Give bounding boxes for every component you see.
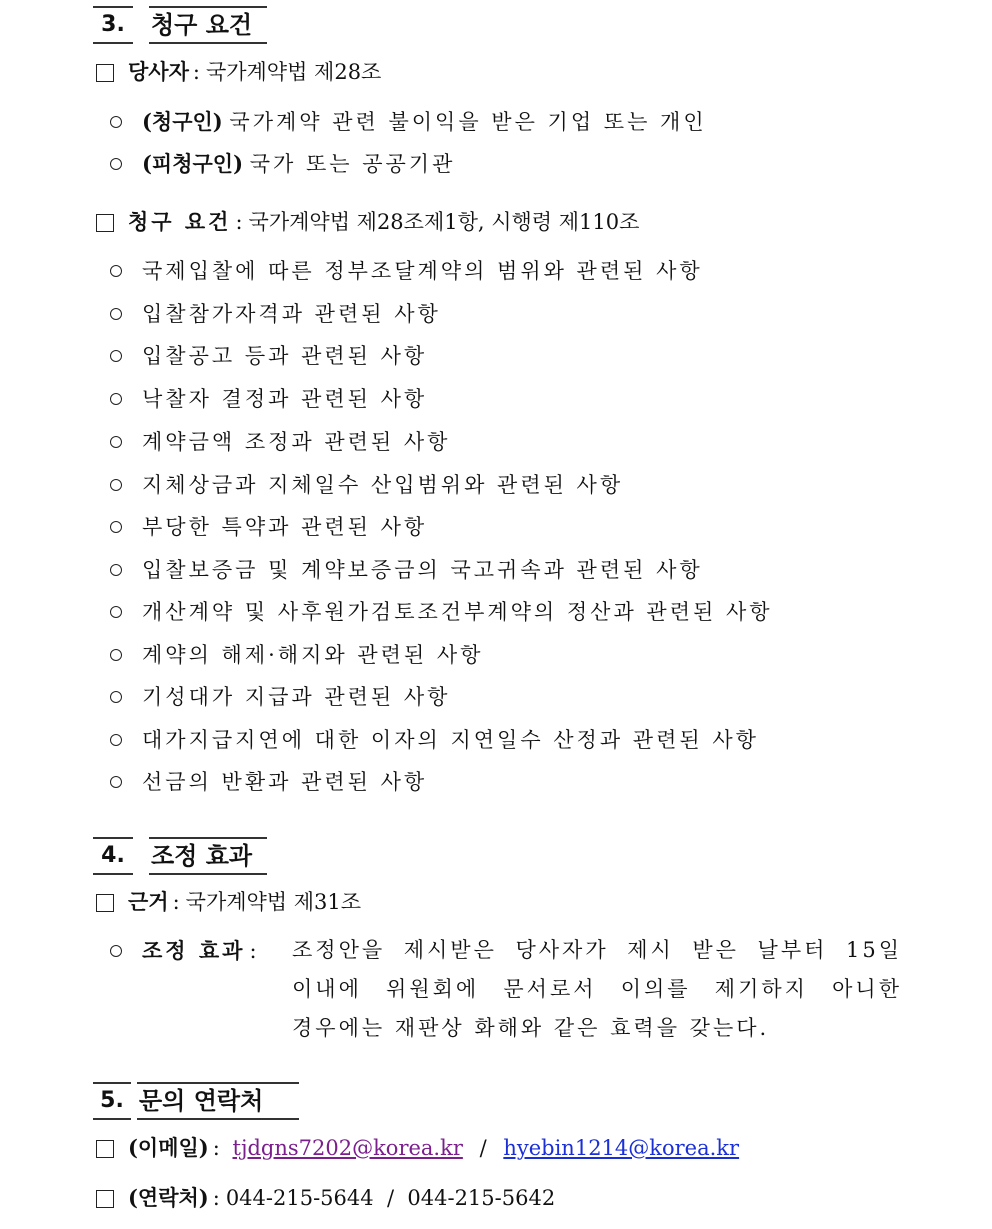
list-item: [110, 725, 759, 755]
item-text: 지체상금과 지체일수 산입범위와 관련된 사항: [142, 473, 624, 497]
section-number: 5.: [93, 1082, 131, 1120]
list-item: [110, 107, 707, 137]
basis-label: 근거: [128, 889, 169, 914]
email-row: [96, 1133, 739, 1163]
email-link-2[interactable]: hyebin1214@korea.kr: [503, 1136, 740, 1160]
requirement-label: 청구 요건: [128, 209, 232, 234]
item-text: 국가 또는 공공기관: [249, 152, 456, 176]
item-text: 입찰공고 등과 관련된 사항: [142, 344, 428, 368]
item-text: 선금의 반환과 관련된 사항: [142, 770, 428, 794]
colon: :: [212, 1186, 220, 1210]
circle-bullet-icon: [110, 265, 122, 277]
effect-item: [110, 936, 263, 966]
effect-line: 이내에 위원회에 문서로서 이의를 제기하지 아니한: [292, 977, 902, 1001]
list-item: [110, 427, 450, 457]
item-text: 개산계약 및 사후원가검토조건부계약의 정산과 관련된 사항: [142, 600, 773, 624]
item-text: 국가계약 관련 불이익을 받은 기업 또는 개인: [229, 110, 707, 134]
list-item: [110, 555, 703, 585]
colon: :: [212, 1136, 220, 1160]
circle-bullet-icon: [110, 116, 122, 128]
colon: :: [192, 60, 200, 84]
checkbox-square-icon: [96, 64, 114, 82]
list-item: [110, 640, 483, 670]
circle-bullet-icon: [110, 734, 122, 746]
section-number: 3.: [93, 6, 133, 44]
effect-line: 조정안을 제시받은 당사자가 제시 받은 날부터 15일: [292, 938, 902, 962]
effect-text: [292, 931, 902, 1048]
colon: :: [172, 890, 180, 914]
circle-bullet-icon: [110, 436, 122, 448]
list-item: [110, 682, 450, 712]
circle-bullet-icon: [110, 649, 122, 661]
circle-bullet-icon: [110, 521, 122, 533]
list-item: [110, 767, 427, 797]
checkbox-square-icon: [96, 894, 114, 912]
item-label: (피청구인): [142, 151, 244, 176]
section-number: 4.: [93, 837, 133, 875]
item-text: 낙찰자 결정과 관련된 사항: [142, 387, 428, 411]
phone-value: 044-215-5644 / 044-215-5642: [225, 1186, 556, 1210]
slash-separator: /: [479, 1136, 487, 1160]
section-title: 청구 요건: [149, 6, 267, 44]
colon: :: [249, 939, 257, 963]
item-text: 계약의 해제·해지와 관련된 사항: [142, 643, 484, 667]
list-item: [110, 341, 427, 371]
list-item: [110, 256, 703, 286]
list-item: [110, 470, 623, 500]
item-text: 부당한 특약과 관련된 사항: [142, 515, 428, 539]
circle-bullet-icon: [110, 393, 122, 405]
phone-row: [96, 1183, 555, 1213]
circle-bullet-icon: [110, 308, 122, 320]
checkbox-square-icon: [96, 214, 114, 232]
circle-bullet-icon: [110, 158, 122, 170]
effect-label: 조정 효과: [142, 938, 246, 963]
circle-bullet-icon: [110, 945, 122, 957]
circle-bullet-icon: [110, 479, 122, 491]
party-label: 당사자: [128, 59, 189, 84]
item-text: 대가지급지연에 대한 이자의 지연일수 산정과 관련된 사항: [142, 728, 759, 752]
email-link-1[interactable]: tjdgns7202@korea.kr: [232, 1136, 463, 1160]
section-title: 문의 연락처: [137, 1082, 299, 1120]
requirement-value: 국가계약법 제28조제1항, 시행령 제110조: [248, 210, 640, 234]
circle-bullet-icon: [110, 564, 122, 576]
email-label: (이메일): [128, 1135, 209, 1160]
section-title: 조정 효과: [149, 837, 267, 875]
basis-row: [96, 887, 361, 917]
list-item: [110, 149, 455, 179]
item-text: 입찰보증금 및 계약보증금의 국고귀속과 관련된 사항: [142, 558, 703, 582]
list-item: [110, 512, 427, 542]
circle-bullet-icon: [110, 350, 122, 362]
item-label: (청구인): [142, 109, 223, 134]
circle-bullet-icon: [110, 776, 122, 788]
party-value: 국가계약법 제28조: [205, 60, 382, 84]
list-item: [110, 597, 773, 627]
basis-value: 국가계약법 제31조: [185, 890, 362, 914]
list-item: [110, 384, 427, 414]
item-text: 계약금액 조정과 관련된 사항: [142, 430, 451, 454]
checkbox-square-icon: [96, 1190, 114, 1208]
circle-bullet-icon: [110, 691, 122, 703]
circle-bullet-icon: [110, 606, 122, 618]
item-text: 기성대가 지급과 관련된 사항: [142, 685, 451, 709]
item-text: 국제입찰에 따른 정부조달계약의 범위와 관련된 사항: [142, 259, 703, 283]
item-text: 입찰참가자격과 관련된 사항: [142, 302, 441, 326]
requirement-row: [96, 207, 639, 237]
party-row: [96, 57, 381, 87]
colon: :: [235, 210, 243, 234]
list-item: [110, 299, 441, 329]
phone-label: (연락처): [128, 1185, 209, 1210]
checkbox-square-icon: [96, 1140, 114, 1158]
effect-line: 경우에는 재판상 화해와 같은 효력을 갖는다.: [292, 1016, 770, 1040]
